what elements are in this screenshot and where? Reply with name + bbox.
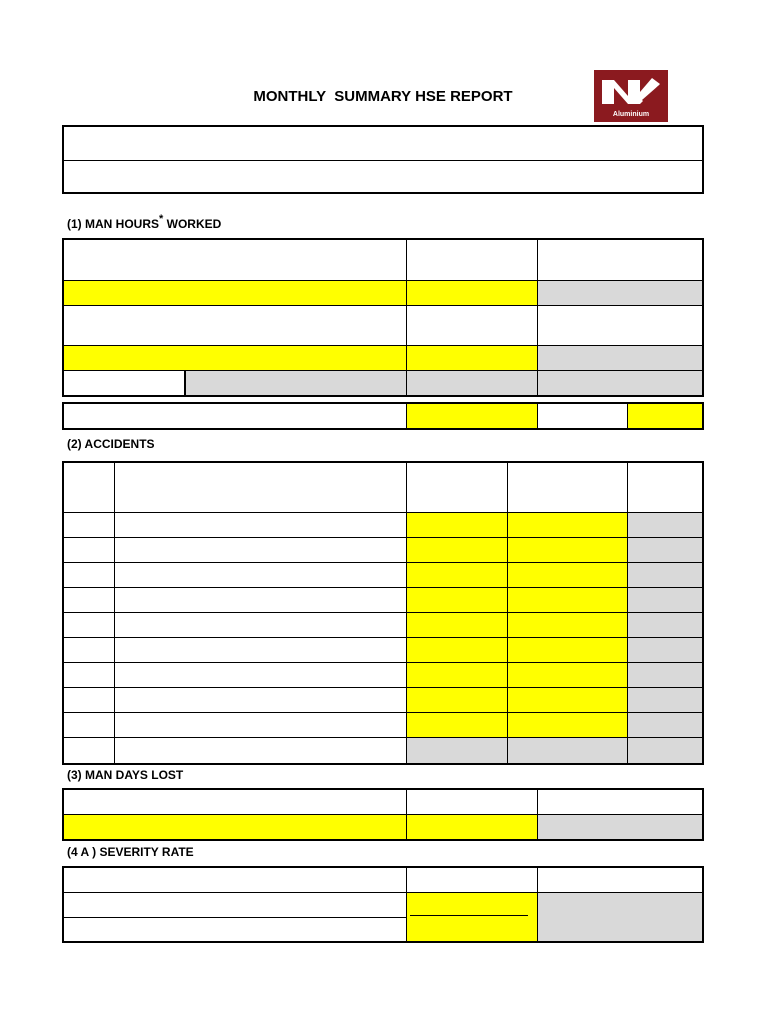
accident-count-cell[interactable] [407,563,508,588]
accident-count-cell [407,738,508,763]
accident-count-cell[interactable] [407,663,508,688]
footnote-asterisk: * [159,213,164,225]
accident-total-cell [628,638,702,663]
man-days-input-cell[interactable] [407,815,538,839]
man-hours-input-cell[interactable] [64,346,407,370]
summary-input-cell[interactable] [407,404,538,428]
accident-row-line [64,612,702,613]
man-hours-calculated-cell [538,281,702,305]
accident-row-line [64,562,702,563]
man-hours-total-label-cell [64,371,185,395]
accident-count-cell[interactable] [407,538,508,563]
accident-count-cell[interactable] [407,688,508,713]
accident-col-line [627,463,628,763]
accident-total-cell [628,738,702,763]
man-hours-input-cell[interactable] [64,281,407,305]
accident-total-cell [628,588,702,613]
accident-col-line [507,463,508,763]
section-man-hours-heading: (1) MAN HOURS* WORKED [67,213,222,231]
man-hours-input-cell[interactable] [407,281,538,305]
section-accidents-heading: (2) ACCIDENTS [67,437,155,451]
accident-count-cell[interactable] [407,613,508,638]
accident-count-cell[interactable] [407,638,508,663]
accident-count-cell[interactable] [508,538,628,563]
man-hours-table [62,238,704,397]
report-header-box [62,125,704,194]
report-title: MONTHLY SUMMARY HSE REPORT [253,88,513,105]
man-days-lost-table [62,788,704,841]
severity-input-cell[interactable] [407,893,538,941]
accident-count-cell[interactable] [407,513,508,538]
logo-brand-text: Aluminium [612,111,650,118]
man-hours-input-cell[interactable] [407,346,538,370]
accident-count-cell[interactable] [508,513,628,538]
accident-total-cell [628,663,702,688]
accident-count-cell[interactable] [508,588,628,613]
accident-total-cell [628,613,702,638]
accident-count-cell[interactable] [508,613,628,638]
accident-row-line [64,712,702,713]
accident-row-line [64,737,702,738]
accident-count-cell[interactable] [508,663,628,688]
man-hours-total-cell [185,371,702,395]
fraction-line [410,915,528,916]
accident-total-cell [628,688,702,713]
man-days-input-cell[interactable] [64,815,407,839]
logo-tagline [598,119,664,122]
accident-count-cell[interactable] [407,588,508,613]
accident-total-cell [628,513,702,538]
accident-total-cell [628,563,702,588]
man-hours-calculated-cell [538,346,702,370]
summary-input-cell[interactable] [628,404,702,428]
accident-col-line [114,463,115,763]
accident-row-line [64,687,702,688]
accident-row-line [64,662,702,663]
accident-row-line [64,537,702,538]
company-logo [594,70,668,122]
accident-row-line [64,637,702,638]
accident-row-line [64,587,702,588]
section-severity-rate-heading: (4 A ) SEVERITY RATE [67,845,194,859]
accident-count-cell[interactable] [407,713,508,738]
severity-result-cell [538,893,702,941]
man-hours-summary-row [62,402,704,430]
accident-total-cell [628,538,702,563]
accident-total-cell [628,713,702,738]
summary-label-cell [538,404,628,428]
accident-count-cell [508,738,628,763]
accident-count-cell[interactable] [508,638,628,663]
accidents-table [62,461,704,765]
header-divider [64,160,702,161]
section-man-days-lost-heading: (3) MAN DAYS LOST [67,768,184,782]
accident-count-cell[interactable] [508,563,628,588]
man-days-calculated-cell [538,815,702,839]
accident-count-cell[interactable] [508,713,628,738]
logo-mark-icon [594,70,668,110]
severity-rate-table [62,866,704,943]
accident-count-cell[interactable] [508,688,628,713]
accident-col-line [406,463,407,763]
accident-row-line [64,512,702,513]
